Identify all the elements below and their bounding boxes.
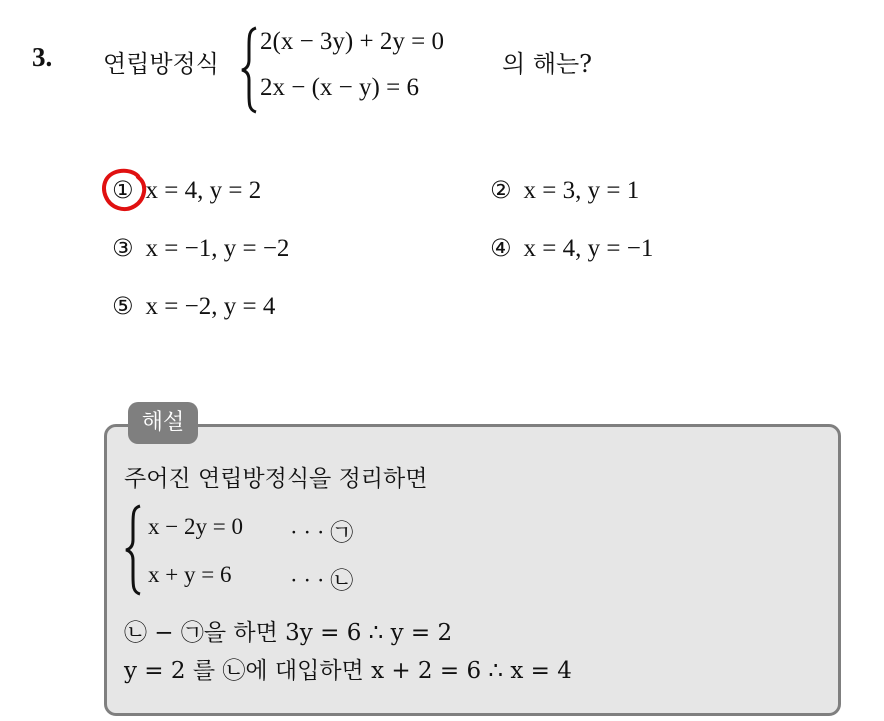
solution-brace <box>124 504 144 596</box>
choice-number: ② <box>490 176 512 204</box>
choice-text: x = −2, y = 4 <box>145 293 276 320</box>
question-number: 3. <box>32 42 53 72</box>
choice-5[interactable] <box>112 292 275 321</box>
choice-text: x = 4, y = −1 <box>523 235 654 262</box>
choice-number: ③ <box>112 234 134 262</box>
answer-mark-icon <box>100 166 150 214</box>
choice-number: ④ <box>490 234 512 262</box>
choice-4[interactable] <box>490 234 653 263</box>
solution-eq-1: x − 2y = 0 <box>148 514 243 539</box>
solution-eq-2-tag: · · · ㉡ <box>290 568 354 593</box>
solution-line-1: 주어진 연립방정식을 정리하면 <box>124 466 428 492</box>
solution-line-3: ㉡ − ㉠을 하면 3y = 6 ∴ y = 2 <box>124 620 453 646</box>
equation-2: 2x − (x − y) = 6 <box>260 74 419 101</box>
solution-eq-1-tag: · · · ㉠ <box>290 520 354 545</box>
choice-2[interactable] <box>490 176 639 205</box>
solution-badge: 해설 <box>128 402 198 444</box>
question-intro: 연립방정식 <box>103 50 219 78</box>
equation-1: 2(x − 3y) + 2y = 0 <box>260 28 444 55</box>
choice-3[interactable] <box>112 234 289 263</box>
choice-text: x = 3, y = 1 <box>523 177 640 204</box>
choice-number: ① <box>112 176 134 204</box>
choice-text: x = −1, y = −2 <box>145 235 290 262</box>
question-tail: 의 해는? <box>502 50 593 78</box>
solution-line-4: y = 2 를 ㉡에 대입하면 x + 2 = 6 ∴ x = 4 <box>124 658 572 684</box>
solution-eq-2: x + y = 6 <box>148 562 232 587</box>
left-brace <box>240 26 260 114</box>
choice-text: x = 4, y = 2 <box>145 177 262 204</box>
choice-number: ⑤ <box>112 292 134 320</box>
